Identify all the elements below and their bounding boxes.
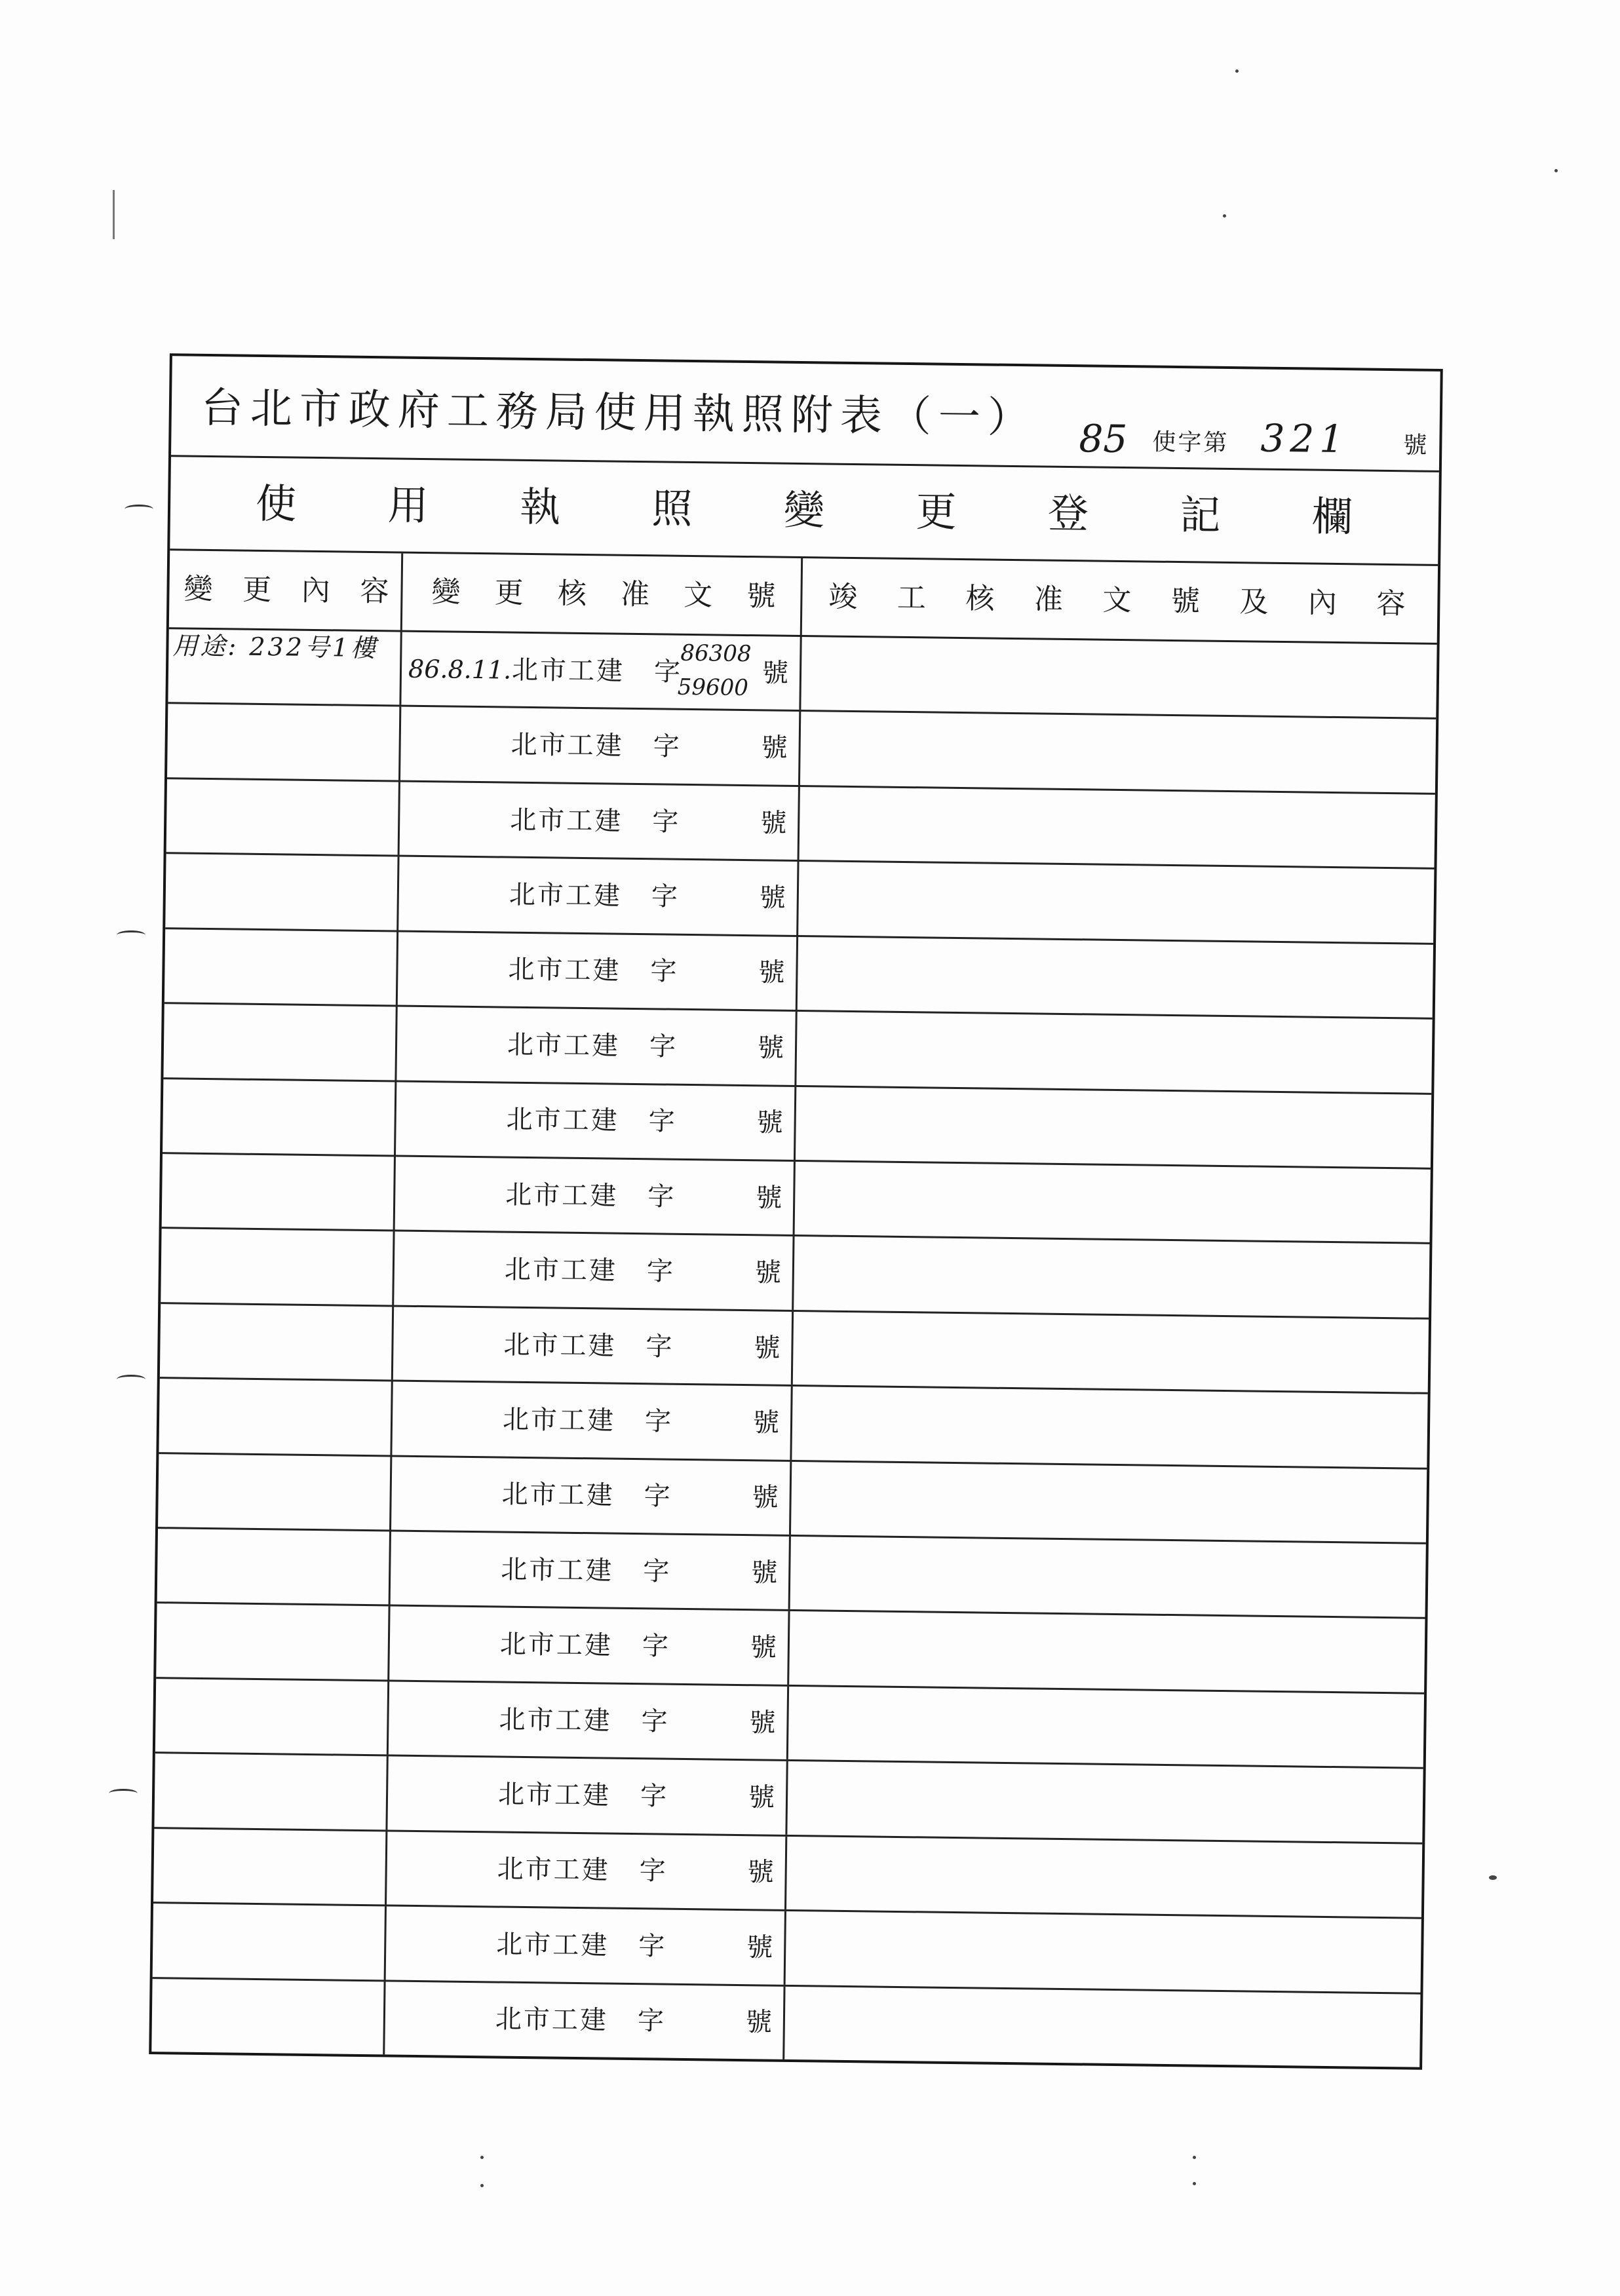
- approval-office: 北市工建: [503, 1330, 617, 1362]
- scan-speck: [1554, 169, 1558, 172]
- heading-char: 登: [1047, 489, 1089, 538]
- completion-cell: [798, 862, 1434, 942]
- approval-suffix: 號: [745, 2007, 773, 2038]
- approval-suffix: 號: [746, 1932, 773, 1963]
- approval-office: 北市工建: [495, 2004, 609, 2036]
- heading-char: 欄: [1311, 492, 1353, 541]
- completion-cell: [794, 1236, 1429, 1317]
- change-content-cell: [153, 1829, 387, 1905]
- approval-suffix: 號: [748, 1782, 775, 1813]
- scan-speck: [1223, 214, 1226, 218]
- approval-suffix: 號: [761, 733, 788, 763]
- heading-char: 文: [1102, 583, 1132, 617]
- approval-number-cell: [392, 1382, 792, 1460]
- approval-date: 86.8.11.: [408, 654, 512, 685]
- approval-char: 字: [653, 731, 680, 762]
- section-row: [170, 457, 1439, 566]
- completion-cell: [787, 1761, 1423, 1842]
- approval-suffix: 號: [758, 957, 785, 989]
- approval-char: 字: [639, 1856, 666, 1887]
- approval-office: 北市工建: [499, 1629, 613, 1661]
- heading-char: 號: [746, 579, 776, 613]
- approval-char: 字: [648, 1106, 675, 1137]
- table-body: [151, 629, 1437, 2067]
- title-row: [171, 356, 1440, 472]
- approval-number-cell: [391, 1532, 791, 1610]
- change-content-cell: [159, 1379, 393, 1455]
- approval-char: 字: [642, 1631, 669, 1662]
- approval-char: 字: [637, 2006, 665, 2037]
- heading-char: 竣: [828, 580, 858, 614]
- column-header-label: [169, 572, 401, 608]
- heading-char: 執: [519, 482, 561, 531]
- approval-suffix: 號: [749, 1707, 776, 1738]
- approval-number-cell: [401, 632, 801, 710]
- approval-char: 字: [651, 806, 679, 837]
- approval-number-cell: [400, 707, 801, 785]
- approval-office: 北市工建: [508, 955, 621, 987]
- heading-char: 容: [1376, 586, 1406, 621]
- approval-number-cell: [389, 1607, 790, 1685]
- heading-char: 准: [620, 577, 650, 611]
- change-content-cell: [156, 1604, 390, 1680]
- binding-hole-mark: [125, 505, 153, 514]
- approval-suffix: 號: [756, 1107, 783, 1138]
- approval-char: 字: [650, 956, 677, 987]
- approval-office: 北市工建: [497, 1779, 611, 1811]
- completion-cell: [795, 1162, 1431, 1242]
- change-content-cell: [153, 1904, 387, 1980]
- heading-char: 更: [494, 575, 524, 610]
- approval-number-cell: [398, 932, 798, 1010]
- approval-char: 字: [649, 1031, 676, 1062]
- change-content-cell: [164, 929, 398, 1005]
- form-title: 台北市政府工務局使用執照附表（一）: [201, 383, 1037, 443]
- approval-char: 字: [647, 1181, 674, 1212]
- completion-cell: [796, 1012, 1432, 1092]
- scan-speck: [480, 2156, 484, 2159]
- binding-hole-mark: [109, 1789, 138, 1798]
- completion-cell: [796, 1087, 1431, 1168]
- approval-suffix: 號: [754, 1257, 782, 1288]
- approval-number-cell: [387, 1831, 787, 1909]
- completion-cell: [800, 787, 1435, 868]
- heading-char: 文: [683, 578, 713, 612]
- completion-cell: [789, 1611, 1425, 1692]
- heading-char: 用: [387, 481, 429, 530]
- section-title: [255, 479, 1353, 541]
- approval-office: 北市工建: [499, 1704, 612, 1736]
- heading-char: 變: [783, 486, 825, 535]
- scan-speck: [1235, 69, 1239, 73]
- scan-speck: [1489, 1875, 1497, 1880]
- approval-number-cell: [395, 1157, 796, 1234]
- completion-cell: [786, 1837, 1422, 1917]
- heading-char: 變: [431, 575, 461, 609]
- table-row: [151, 1979, 1420, 2067]
- approval-number-cell: [389, 1681, 789, 1759]
- approval-suffix: 號: [752, 1482, 779, 1514]
- binding-hole-mark: [117, 1375, 145, 1384]
- change-content-cell: [163, 1079, 396, 1155]
- completion-cell: [793, 1312, 1429, 1392]
- column-header-change-content: [169, 550, 403, 630]
- scan-speck: [1193, 2182, 1196, 2185]
- approval-number: 86308: [680, 640, 752, 668]
- approval-suffix: 號: [750, 1557, 778, 1588]
- approval-office: 北市工建: [502, 1404, 616, 1436]
- approval-office: 北市工建: [509, 879, 623, 911]
- completion-cell: [786, 1911, 1421, 1992]
- approval-office: 北市工建: [507, 1029, 621, 1062]
- change-content-cell: [155, 1679, 389, 1755]
- completion-cell: [784, 1986, 1420, 2067]
- approval-char: 字: [642, 1556, 670, 1587]
- license-number: 321: [1260, 415, 1349, 462]
- approval-suffix: 號: [759, 883, 786, 913]
- approval-number-cell: [396, 1082, 796, 1160]
- approval-office: 北市工建: [497, 1854, 610, 1886]
- approval-suffix: 號: [755, 1182, 782, 1214]
- approval-number-cell: [400, 782, 800, 860]
- change-content-cell: [163, 1004, 397, 1080]
- completion-cell: [791, 1462, 1427, 1542]
- change-content-cell: [158, 1454, 392, 1530]
- change-content-cell: [162, 1154, 396, 1230]
- approval-office: 北市工建: [506, 1104, 619, 1136]
- approval-office: 北市工建: [496, 1929, 609, 1961]
- approval-office: 北市工建: [505, 1179, 619, 1212]
- column-header-label: [802, 580, 1437, 621]
- completion-cell: [790, 1537, 1426, 1617]
- heading-char: 內: [301, 573, 331, 607]
- approval-office: 北市工建: [511, 655, 625, 687]
- column-header-approval-number: [402, 554, 803, 635]
- approval-suffix: 號: [754, 1332, 781, 1364]
- change-content-text: 用途: 232号1樓: [172, 631, 379, 663]
- change-content-cell: [151, 1979, 385, 2055]
- heading-char: 核: [965, 581, 995, 616]
- completion-cell: [798, 937, 1433, 1018]
- heading-char: 准: [1033, 582, 1064, 617]
- completion-cell: [801, 637, 1437, 718]
- approval-char: 字: [641, 1706, 668, 1737]
- approval-office: 北市工建: [504, 1254, 618, 1286]
- change-content-cell: [167, 704, 401, 780]
- scan-speck: [480, 2184, 484, 2187]
- approval-suffix: 號: [750, 1632, 777, 1663]
- column-header-label: [402, 577, 800, 611]
- approval-char: 字: [638, 1931, 665, 1962]
- approval-number-cell: [398, 857, 799, 935]
- approval-suffix: 號: [747, 1857, 774, 1888]
- change-content-cell: [161, 1229, 395, 1305]
- heading-char: 使: [255, 479, 297, 528]
- approval-char: 字: [653, 656, 681, 687]
- binding-hole-mark: [117, 930, 145, 940]
- heading-char: 照: [651, 484, 693, 533]
- heading-char: 核: [557, 576, 587, 611]
- approval-office: 北市工建: [509, 805, 623, 837]
- approval-office: 北市工建: [511, 729, 624, 761]
- heading-char: 工: [897, 581, 927, 615]
- approval-suffix: 號: [762, 658, 789, 689]
- change-content-cell: [157, 1529, 391, 1605]
- approval-suffix: 號: [760, 807, 787, 839]
- approval-number-cell: [385, 1981, 785, 2059]
- license-attachment-form: [149, 353, 1443, 2070]
- approval-char: 字: [646, 1256, 674, 1287]
- change-content-cell: [154, 1753, 388, 1829]
- heading-char: 容: [360, 574, 389, 608]
- approval-char: 字: [644, 1481, 670, 1512]
- approval-char: 字: [644, 1406, 672, 1437]
- license-label: 使字第: [1152, 429, 1229, 457]
- completion-cell: [788, 1687, 1424, 1767]
- approval-number: 59600: [677, 674, 749, 702]
- heading-char: 記: [1179, 491, 1221, 539]
- heading-char: 變: [183, 572, 213, 606]
- heading-char: 更: [916, 488, 957, 536]
- change-content-cell: [165, 854, 399, 930]
- heading-char: 及: [1239, 584, 1269, 619]
- approval-number-cell: [393, 1307, 794, 1385]
- scan-speck: [1193, 2156, 1196, 2159]
- heading-char: 號: [1170, 584, 1201, 618]
- column-header-row: [169, 550, 1438, 645]
- license-suffix: 號: [1403, 432, 1427, 459]
- approval-number-cell: [396, 1007, 797, 1085]
- approval-office: 北市工建: [501, 1479, 615, 1511]
- license-year: 85: [1079, 416, 1128, 462]
- approval-office: 北市工建: [501, 1554, 614, 1586]
- approval-char: 字: [651, 881, 678, 912]
- change-content-cell: [166, 779, 400, 855]
- completion-cell: [792, 1387, 1427, 1467]
- approval-number-cell: [394, 1232, 794, 1310]
- approval-char: 字: [646, 1331, 672, 1362]
- approval-suffix: 號: [757, 1033, 784, 1063]
- change-content-cell: [168, 629, 402, 705]
- change-content-cell: [160, 1304, 394, 1380]
- heading-char: 更: [242, 573, 272, 607]
- approval-number-cell: [391, 1457, 792, 1535]
- approval-char: 字: [640, 1781, 667, 1812]
- heading-char: 內: [1307, 585, 1338, 620]
- approval-suffix: 號: [752, 1407, 780, 1438]
- approval-number-cell: [386, 1907, 786, 1985]
- scan-streak: [113, 190, 115, 239]
- completion-cell: [800, 712, 1436, 792]
- approval-number-cell: [387, 1757, 788, 1835]
- column-header-completion: [802, 558, 1438, 643]
